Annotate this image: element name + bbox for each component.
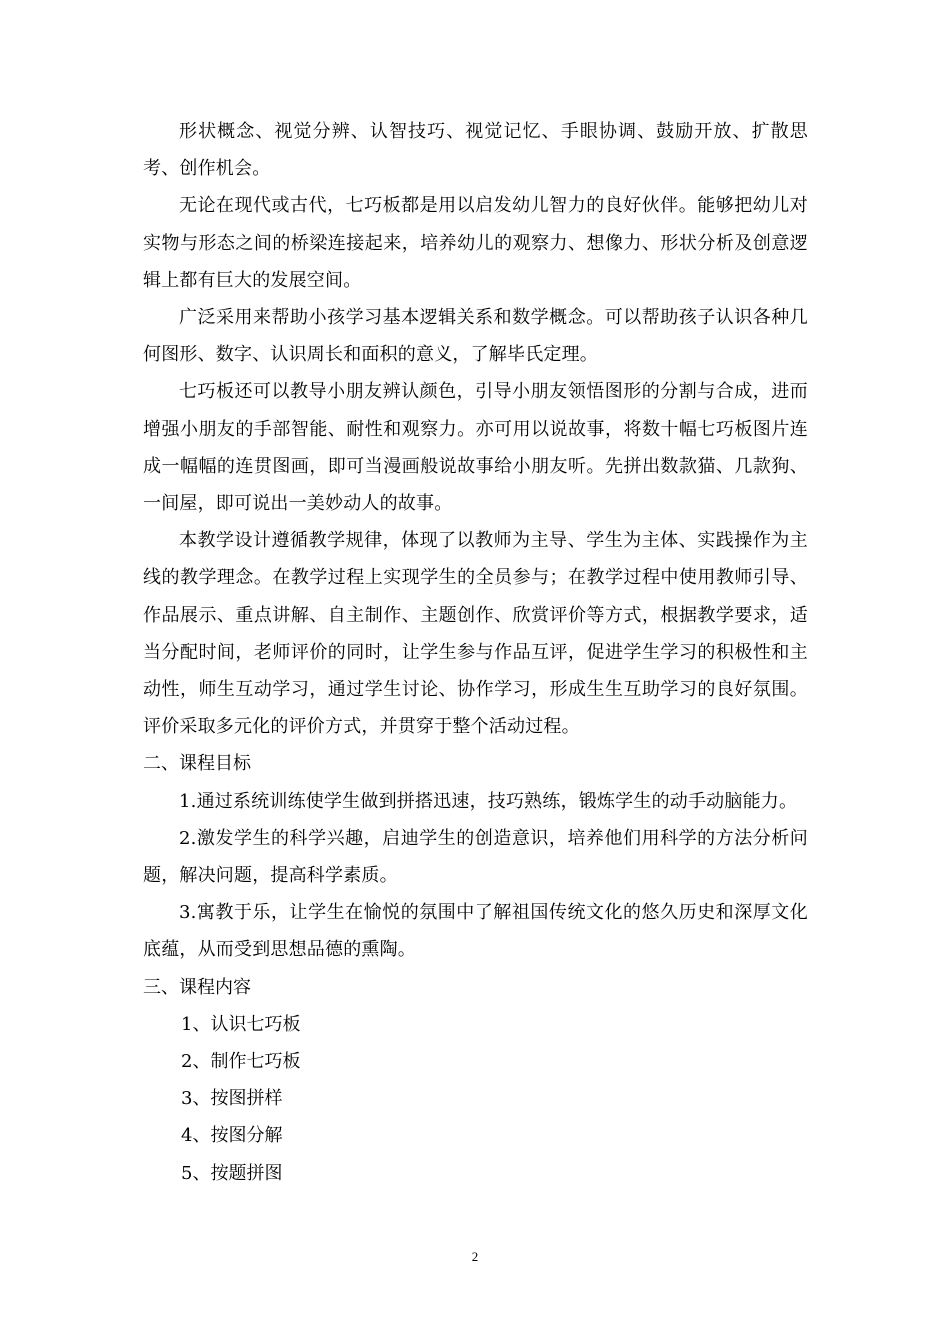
paragraph-teaching-design: 本教学设计遵循教学规律，体现了以教师为主导、学生为主体、实践操作为主线的教学理念。在教学过程上实现学生的全员参与；在教学过程中使用教师引导、作品展示、重点讲解、自主制作、主题创作、欣赏评价等方式，根据教学要求，适当分配时间，老师评价的同时，让学生参与作品互评，促进学生学习的积极性和主动性，师生互动学习，通过学生讨论、协作学习，形成生生互助学习的良好氛围。评价采取多元化的评价方式，并贯穿于整个活动过程。	[143, 530, 808, 738]
content-list-item: 3、按图拼样	[181, 1088, 283, 1110]
paragraph-colors-stories: 七巧板还可以教导小朋友辨认颜色，引导小朋友领悟图形的分割与合成，进而增强小朋友的手部智能、耐性和观察力。亦可用以说故事，将数十幅七巧板图片连成一幅幅的连贯图画，即可当漫画般说故事给小朋友听。先拼出数款猫、几款狗、一间屋，即可说出一美妙动人的故事。	[143, 381, 808, 515]
content-list-item: 1、认识七巧板	[181, 1013, 301, 1035]
paragraph-tangram-intro: 无论在现代或古代，七巧板都是用以启发幼儿智力的良好伙伴。能够把幼儿对实物与形态之间的桥梁连接起来，培养幼儿的观察力、想像力、形状分析及创意逻辑上都有巨大的发展空间。	[143, 195, 808, 291]
goal-item: 3.寓教于乐，让学生在愉悦的氛围中了解祖国传统文化的悠久历史和深厚文化底蕴，从而受到思想品德的熏陶。	[143, 902, 808, 961]
content-list-item: 4、按图分解	[181, 1125, 283, 1147]
page-number: 2	[471, 1249, 479, 1264]
content-list-item: 2、制作七巧板	[181, 1051, 301, 1073]
goal-item: 2.激发学生的科学兴趣，启迪学生的创造意识，培养他们用科学的方法分析问题，解决问题，提高科学素质。	[143, 827, 808, 887]
page-content	[143, 113, 808, 1192]
paragraph-shape-concepts: 形状概念、视觉分辨、认智技巧、视觉记忆、手眼协调、鼓励开放、扩散思考、创作机会。	[143, 121, 808, 180]
content-list-item: 5、按题拼图	[181, 1162, 283, 1184]
paragraph-logic-math: 广泛采用来帮助小孩学习基本逻辑关系和数学概念。可以帮助孩子认识各种几何图形、数字、认识周长和面积的意义，了解毕氏定理。	[143, 307, 808, 366]
section-heading-course-goals: 二、课程目标	[143, 753, 251, 775]
section-heading-course-content: 三、课程内容	[143, 976, 251, 998]
goal-item: 1.通过系统训练使学生做到拼搭迅速，技巧熟练，锻炼学生的动手动脑能力。	[179, 790, 798, 812]
